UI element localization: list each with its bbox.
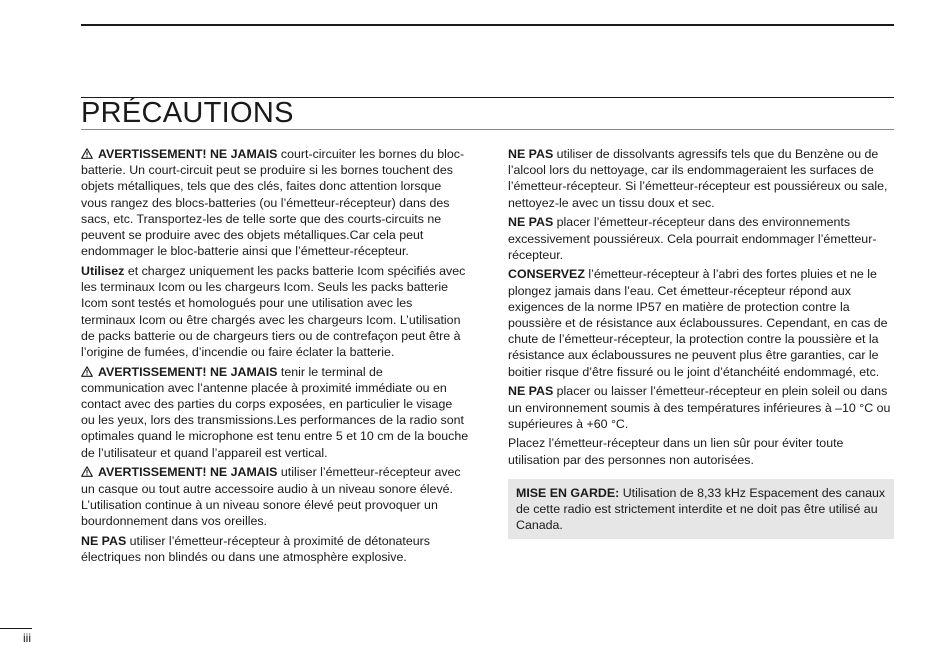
caution-keyword: MISE EN GARDE: xyxy=(516,485,620,500)
precaution-paragraph xyxy=(81,533,469,565)
warning-triangle-icon xyxy=(81,366,93,377)
page-title: PRÉCAUTIONS xyxy=(81,97,294,129)
precaution-paragraph xyxy=(81,263,469,360)
title-rule-bottom xyxy=(81,129,894,130)
paragraph-text: utiliser de dissolvants agressifs tels que du Benzène ou de l’alcool lors du nettoyage, car ils endommageraient les surfaces de l’émetteur-récepteur. Si l’émetteur-récepteur est poussiéreux ou sale, nettoyez-le avec un tissu doux et sec. xyxy=(508,147,888,210)
paragraph-text: placer ou laisser l’émetteur-récepteur en plein soleil ou dans un environnement soumis à des températures inférieures à –10 °C ou supérieures à +60 °C. xyxy=(508,384,891,431)
paragraph-keyword: NE PAS xyxy=(508,215,554,230)
paragraph-text: tenir le terminal de communication avec l’antenne placée à proximité immédiate ou en contact avec des parties du corps exposées, en particulier le visage ou les yeux, lors des transmissions.Les performances de la radio sont optimales quand le microphone est tenu entre 5 et 10 cm de la bouche de l’utilisateur et quand l’appareil est vertical. xyxy=(81,364,469,460)
precaution-paragraph xyxy=(81,146,469,259)
paragraph-text: court-circuiter les bornes du bloc-batterie. Un court-circuit peut se produire si les bornes touchent des objets métalliques, tels que des clés, faites donc attention lorsque vous rangez des blocs-batteries (ou l’émetteur-récepteur) dans des sacs, etc. Transportez-les de telle sorte que des courts-circuits ne peuvent se produire avec des objets métalliques.Car cela peut endommager le bloc-batterie ainsi que l’émetteur-récepteur. xyxy=(81,147,465,259)
paragraph-keyword: Utilisez xyxy=(81,263,125,278)
page-number-rule xyxy=(0,628,32,629)
precaution-paragraph xyxy=(508,383,894,432)
paragraph-keyword: NE PAS xyxy=(508,384,554,399)
paragraph-text: utiliser l’émetteur-récepteur à proximité de détonateurs électriques non blindés ou dans une atmosphère explosive. xyxy=(81,533,430,564)
paragraph-text: Placez l’émetteur-récepteur dans un lien sûr pour éviter toute utilisation par des personnes non autorisées. xyxy=(508,436,844,467)
precaution-paragraph xyxy=(508,146,894,211)
precaution-paragraph xyxy=(508,214,894,263)
precaution-paragraph xyxy=(508,435,894,467)
paragraph-keyword: CONSERVEZ xyxy=(508,267,585,282)
precaution-paragraph xyxy=(81,364,469,461)
paragraph-text: et chargez uniquement les packs batterie Icom spécifiés avec les terminaux Icom ou les chargeurs Icom. Seuls les packs batterie Icom sont testés et homologués pour une utilisation avec les terminaux Icom ou être chargés avec les chargeurs Icom. L’utilisation de packs batterie ou de chargeurs tiers ou de contrefaçon peut être à l’origine de fumées, d’incendie ou faire éclater la batterie. xyxy=(81,263,466,359)
paragraph-text: l’émetteur-récepteur à l’abri des fortes pluies et ne le plongez jamais dans l’eau. Cet émetteur-récepteur répond aux exigences de la norme IP57 en matière de protection contre la poussière et de résistance aux éclaboussures. Cependant, en cas de chute de l’émetteur-récepteur, la protection contre la poussière et la résistance aux éclaboussures ne peuvent plus être garanties, car le boitier risque d’être fissuré ou le joint d’étanchéité endommagé, etc. xyxy=(508,267,888,379)
paragraph-keyword: AVERTISSEMENT! NE JAMAIS xyxy=(98,465,278,480)
warning-triangle-icon xyxy=(81,466,93,477)
paragraph-keyword: NE PAS xyxy=(81,533,127,548)
left-column xyxy=(81,146,469,569)
paragraph-keyword: AVERTISSEMENT! NE JAMAIS xyxy=(98,147,278,161)
page-number: iii xyxy=(23,631,31,645)
right-column xyxy=(508,146,894,539)
header-rule xyxy=(81,24,894,26)
warning-triangle-icon xyxy=(81,148,93,159)
paragraph-keyword: AVERTISSEMENT! NE JAMAIS xyxy=(98,364,278,379)
paragraph-text: placer l’émetteur-récepteur dans des environnements excessivement poussiéreux. Cela pourrait endommager l’émetteur-récepteur. xyxy=(508,215,877,262)
precaution-paragraph xyxy=(508,266,894,379)
precaution-paragraph xyxy=(81,464,469,529)
paragraph-keyword: NE PAS xyxy=(508,147,554,161)
caution-text: Utilisation de 8,33 kHz Espacement des canaux de cette radio est strictement interdite et ne doit pas être utilisé au Canada. xyxy=(516,485,886,533)
caution-box xyxy=(508,479,894,540)
paragraph-text: utiliser l’émetteur-récepteur avec un casque ou tout autre accessoire audio à un niveau sonore élevé. L’utilisation continue à un niveau sonore élevé peut provoquer un bourdonnement dans vos oreilles. xyxy=(81,465,461,528)
